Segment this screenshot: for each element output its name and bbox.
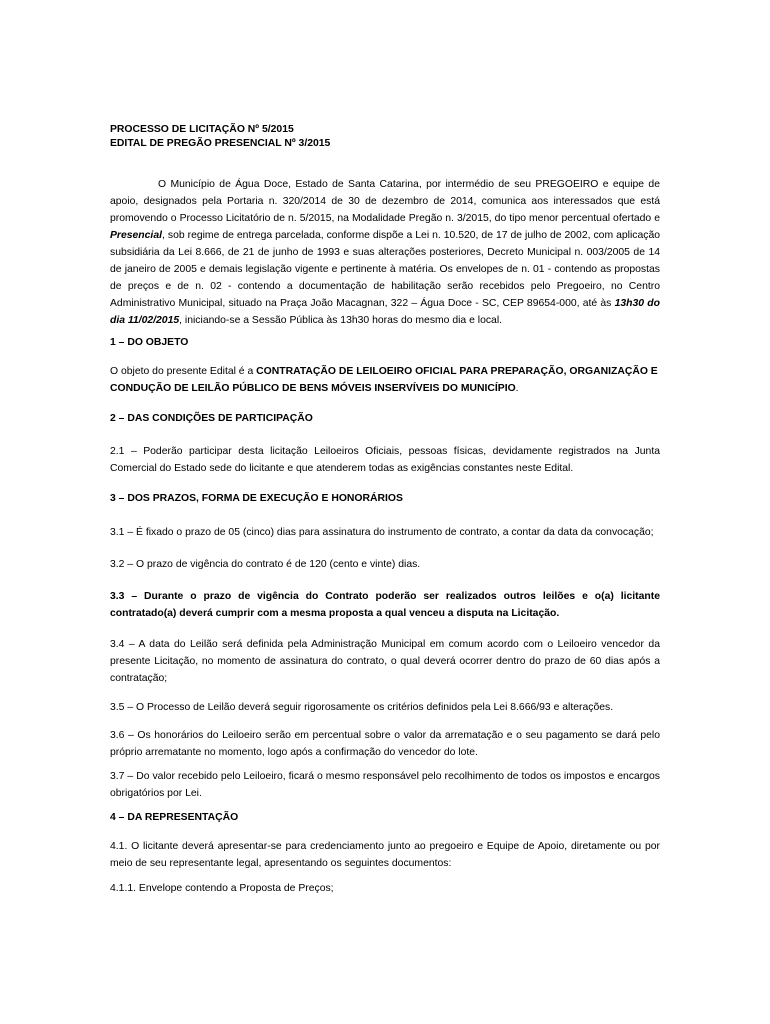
intro-text-3: , iniciando-se a Sessão Pública às 13h30 horas do mesmo dia e local. bbox=[179, 315, 503, 326]
object-suffix: . bbox=[515, 383, 519, 394]
intro-paragraph bbox=[110, 176, 660, 329]
section-4-heading: 4 – DA REPRESENTAÇÃO bbox=[110, 812, 239, 823]
paragraph-3-5: 3.5 – O Processo de Leilão deverá seguir rigorosamente os critérios definidos pela Lei 8.666/93 e alterações. bbox=[110, 702, 614, 713]
edital-number: EDITAL DE PREGÃO PRESENCIAL Nº 3/2015 bbox=[110, 137, 331, 149]
object-description: CONTRATAÇÃO DE LEILOEIRO OFICIAL PARA PREPARAÇÃO, ORGANIZAÇÃO E CONDUÇÃO DE LEILÃO PÚBLICO DE BENS MÓVEIS INSERVÍVEIS DO MUNICÍPIO bbox=[110, 366, 658, 394]
section-3-heading: 3 – DOS PRAZOS, FORMA DE EXECUÇÃO E HONORÁRIOS bbox=[110, 493, 403, 504]
section-2-heading: 2 – DAS CONDIÇÕES DE PARTICIPAÇÃO bbox=[110, 413, 313, 424]
paragraph-3-6: 3.6 – Os honorários do Leiloeiro serão em percentual sobre o valor da arrematação e o seu pagamento se dará pelo próprio arrematante no momento, logo após a confirmação do vencedor do lote. bbox=[110, 730, 660, 758]
section-1-text bbox=[110, 363, 660, 397]
intro-datetime: 13h30 do dia 11/02/2015 bbox=[110, 298, 660, 326]
section-1-heading: 1 – DO OBJETO bbox=[110, 337, 189, 348]
paragraph-3-1: 3.1 – É fixado o prazo de 05 (cinco) dias para assinatura do instrumento de contrato, a contar da data da convocação; bbox=[110, 527, 654, 538]
paragraph-3-4: 3.4 – A data do Leilão será definida pela Administração Municipal em comum acordo com o Leiloeiro vencedor da presente Licitação, no momento de assinatura do contrato, o qual deverá ocorrer dentro do prazo de 60 dias após a contratação; bbox=[110, 639, 660, 684]
paragraph-2-1: 2.1 – Poderão participar desta licitação Leiloeiros Oficiais, pessoas físicas, devidamente registrados na Junta Comercial do Estado sede do licitante e que atenderem todas as exigências constantes neste Edital. bbox=[110, 446, 660, 474]
paragraph-3-7: 3.7 – Do valor recebido pelo Leiloeiro, ficará o mesmo responsável pelo recolhimento de todos os impostos e encargos obrigatórios por Lei. bbox=[110, 771, 660, 799]
intro-presencial: Presencial bbox=[110, 230, 162, 241]
paragraph-4-1: 4.1. O licitante deverá apresentar-se para credenciamento junto ao pregoeiro e Equipe de Apoio, diretamente ou por meio de seu representante legal, apresentando os seguintes documentos: bbox=[110, 841, 660, 869]
intro-text-2: , sob regime de entrega parcelada, conforme dispõe a Lei n. 10.520, de 17 de julho de 2002, com aplicação subsidiária da Lei 8.666, de 21 de junho de 1993 e suas alterações posteriores, Decreto Municipal n. 003/2005 de 14 de janeiro de 2005 e demais legislação vigente e pertinente à matéria. Os envelopes de n. 01 - contendo as propostas de preços e de n. 02 - contendo a documentação de habilitação serão recebidos pelo Pregoeiro, no Centro Administrativo Municipal, situado na Praça João Macagnan, 322 – Água Doce - SC, CEP 89654-000, até às bbox=[110, 230, 660, 309]
object-prefix: O objeto do presente Edital é a bbox=[110, 366, 257, 377]
paragraph-3-3: 3.3 – Durante o prazo de vigência do Contrato poderão ser realizados outros leilões e o(a) licitante contratado(a) deverá cumprir com a mesma proposta a qual venceu a disputa na Licitação. bbox=[110, 591, 660, 619]
process-number: PROCESSO DE LICITAÇÃO Nº 5/2015 bbox=[110, 124, 294, 135]
paragraph-4-1-1: 4.1.1. Envelope contendo a Proposta de Preços; bbox=[110, 883, 334, 894]
intro-text-1: O Município de Água Doce, Estado de Santa Catarina, por intermédio de seu PREGOEIRO e equipe de apoio, designados pela Portaria n. 320/2014 de 30 de dezembro de 2014, comunica aos interessados que está promovendo o Processo Licitatório de n. 5/2015, na Modalidade Pregão n. 3/2015, do tipo menor percentual ofertado e bbox=[110, 179, 660, 224]
document-header bbox=[110, 123, 660, 150]
paragraph-3-2: 3.2 – O prazo de vigência do contrato é de 120 (cento e vinte) dias. bbox=[110, 559, 421, 570]
